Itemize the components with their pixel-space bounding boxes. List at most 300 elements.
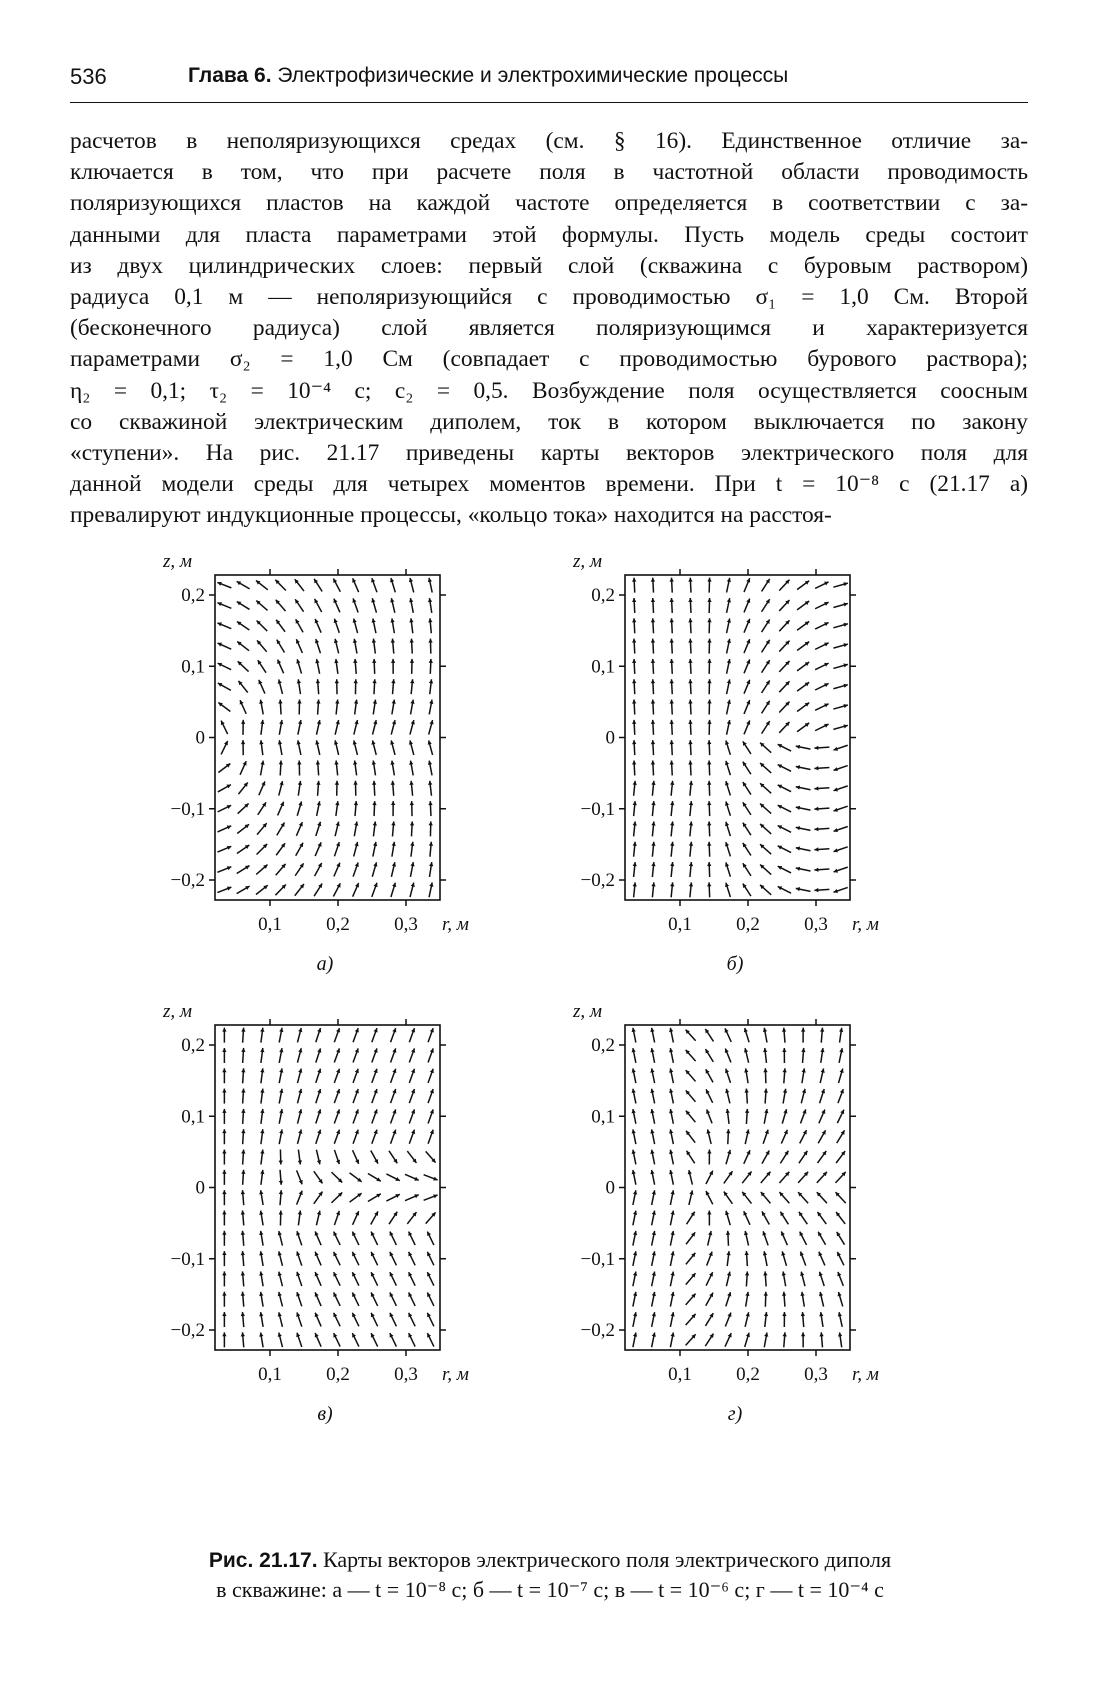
vector-map-svg <box>560 551 940 1025</box>
field-vector <box>221 721 228 735</box>
field-vector <box>315 863 322 876</box>
field-vector <box>707 639 711 654</box>
field-vector <box>651 578 655 593</box>
field-vector <box>334 1048 340 1062</box>
field-vector <box>409 1069 415 1083</box>
field-vector <box>670 740 674 755</box>
field-vector <box>743 782 751 795</box>
field-vector <box>295 863 303 875</box>
field-vector <box>764 1312 768 1327</box>
field-vector <box>670 781 674 796</box>
field-vector <box>651 760 655 775</box>
field-vector <box>315 1272 321 1286</box>
field-vector <box>726 1109 730 1124</box>
field-vector <box>725 1049 731 1063</box>
r-tick-label: 0,3 <box>804 914 828 935</box>
field-vector <box>814 807 829 811</box>
field-vector <box>632 1170 636 1185</box>
field-vector <box>372 1069 378 1083</box>
r-tick-label: 0,1 <box>668 914 692 935</box>
field-vector <box>799 1151 807 1163</box>
field-vector <box>836 1192 846 1203</box>
field-vector <box>238 782 247 794</box>
field-vector <box>670 659 674 674</box>
field-vector <box>428 598 432 613</box>
field-vector <box>743 843 751 856</box>
field-vector <box>278 1272 283 1287</box>
z-tick-label: 0,1 <box>591 1106 615 1128</box>
text-line: со скважиной электрическим диполем, ток в котором выключается по закону <box>70 408 1028 435</box>
field-vector <box>314 1171 323 1183</box>
field-vector <box>390 740 395 755</box>
field-vector <box>410 639 414 654</box>
field-vector <box>707 760 711 775</box>
vector-map-svg <box>150 551 530 1025</box>
field-vector <box>814 786 829 790</box>
z-tick-label: 0 <box>195 1177 205 1199</box>
field-vector <box>833 643 847 648</box>
field-vector <box>815 643 828 650</box>
field-vector <box>238 803 249 813</box>
field-vector <box>650 1028 654 1043</box>
field-vector <box>707 801 711 816</box>
field-vector <box>371 1211 378 1224</box>
chapter-title: Электрофизические и электрохимические процессы <box>277 64 789 87</box>
z-tick-label: 0,1 <box>591 656 615 678</box>
field-vector <box>259 1211 263 1226</box>
field-vector <box>779 702 789 713</box>
field-vector <box>217 582 231 588</box>
field-vector <box>686 1111 696 1123</box>
field-vector <box>762 619 770 632</box>
field-vector <box>372 801 376 816</box>
vector-map-panel-a <box>150 551 530 1025</box>
field-vector <box>429 862 433 877</box>
field-vector <box>814 868 829 872</box>
field-vector <box>259 740 263 755</box>
field-vector <box>315 599 322 612</box>
field-vector <box>334 1211 340 1225</box>
field-vector <box>276 600 286 611</box>
field-vector <box>260 1109 264 1124</box>
field-vector <box>633 882 637 897</box>
field-vector <box>296 822 302 836</box>
field-vector <box>279 1170 283 1185</box>
field-vector <box>218 643 232 649</box>
field-vector <box>796 765 811 769</box>
field-vector <box>218 703 230 712</box>
field-vector <box>762 701 770 714</box>
field-vector <box>334 1130 340 1144</box>
field-vector <box>814 746 829 750</box>
field-vector <box>298 1150 302 1165</box>
field-vector <box>217 602 231 608</box>
field-vector <box>797 682 809 691</box>
field-vector <box>410 821 414 836</box>
field-vector <box>760 763 771 773</box>
field-vector <box>633 1211 637 1226</box>
field-vector <box>670 639 674 654</box>
field-vector <box>352 1232 359 1246</box>
z-tick-label: 0 <box>195 727 205 749</box>
field-vector <box>221 741 228 755</box>
field-vector <box>633 1231 637 1246</box>
field-vector <box>651 781 655 796</box>
field-vector <box>763 1251 767 1266</box>
field-vector <box>260 1170 264 1185</box>
field-vector <box>762 1211 769 1224</box>
field-vector <box>799 1212 807 1224</box>
z-tick-label: 0,2 <box>181 1035 205 1056</box>
body-paragraph <box>70 126 1028 531</box>
panel-label: а) <box>316 953 334 975</box>
field-vector <box>428 1130 434 1144</box>
field-vector <box>353 1048 359 1062</box>
field-vector <box>297 1109 302 1124</box>
field-vector <box>797 723 809 732</box>
field-vector <box>743 863 751 876</box>
field-vector <box>779 600 789 611</box>
field-vector <box>407 1151 416 1163</box>
field-vector <box>296 1251 302 1265</box>
field-vector <box>353 1211 360 1225</box>
field-vector <box>353 862 359 876</box>
field-vector <box>237 602 250 610</box>
field-vector <box>762 721 770 734</box>
field-vector <box>222 1170 226 1185</box>
field-vector <box>707 659 711 674</box>
field-vector <box>833 663 847 668</box>
field-vector <box>762 599 770 612</box>
field-vector <box>801 1089 806 1104</box>
field-vector <box>744 578 750 592</box>
field-vector <box>392 700 396 715</box>
field-vector <box>797 581 809 590</box>
field-vector <box>651 842 655 857</box>
field-vector <box>241 1332 245 1347</box>
field-vector <box>372 1089 378 1103</box>
field-vector <box>762 1231 768 1245</box>
plot-frame <box>625 575 850 900</box>
field-vector <box>237 581 250 588</box>
field-vector <box>651 720 655 735</box>
field-vector <box>632 1089 636 1104</box>
field-vector <box>689 842 693 857</box>
field-vector <box>650 1170 654 1185</box>
field-vector <box>316 720 321 735</box>
field-vector <box>260 1028 264 1043</box>
field-vector <box>814 766 829 770</box>
field-vector <box>260 720 264 735</box>
field-vector <box>763 1130 769 1144</box>
field-vector <box>670 821 674 836</box>
field-vector <box>335 679 339 694</box>
field-vector <box>796 887 811 891</box>
field-vector <box>429 720 434 734</box>
field-vector <box>428 1089 434 1103</box>
field-vector <box>276 620 285 632</box>
field-vector <box>316 1211 321 1226</box>
text-line: расчетов в неполяризующихся средах (см. § 16). Единственное отличие за- <box>70 128 1028 154</box>
axis-z-label: z, м <box>163 551 193 572</box>
field-vector <box>275 580 286 591</box>
field-vector <box>371 1313 378 1327</box>
field-vector <box>652 1231 656 1246</box>
field-vector <box>689 801 693 816</box>
field-vector <box>760 865 771 875</box>
field-vector <box>839 1028 843 1043</box>
field-vector <box>317 801 321 816</box>
field-vector <box>802 1068 806 1083</box>
figure-caption <box>80 1545 1020 1604</box>
field-vector <box>259 1251 263 1266</box>
field-vector <box>405 1194 419 1200</box>
field-vector <box>297 1089 302 1104</box>
field-vector <box>354 801 358 816</box>
field-vector <box>686 1050 696 1061</box>
field-vector <box>815 602 828 609</box>
field-vector <box>279 1068 283 1083</box>
field-vector <box>391 659 395 674</box>
field-vector <box>778 825 791 832</box>
field-vector <box>744 659 750 673</box>
field-vector <box>333 883 340 896</box>
field-vector <box>353 619 358 633</box>
field-vector <box>240 761 246 775</box>
field-vector <box>670 720 674 735</box>
field-vector <box>256 865 267 875</box>
field-vector <box>763 1271 767 1286</box>
field-vector <box>240 700 246 714</box>
z-tick-label: −0,1 <box>580 1248 615 1270</box>
field-vector <box>407 1212 416 1224</box>
field-vector <box>218 785 231 792</box>
field-vector <box>651 882 655 897</box>
field-vector <box>689 862 693 877</box>
field-vector <box>745 1271 749 1286</box>
field-vector <box>296 619 303 632</box>
field-vector <box>633 842 637 857</box>
field-vector <box>279 1048 283 1063</box>
field-vector <box>238 681 247 693</box>
field-vector <box>315 659 319 674</box>
field-vector <box>391 781 395 796</box>
field-vector <box>707 781 711 796</box>
field-vector <box>705 1049 713 1062</box>
field-vector <box>834 867 848 873</box>
field-vector <box>259 1272 263 1287</box>
field-vector <box>295 884 304 896</box>
field-vector <box>279 1028 283 1043</box>
field-vector <box>833 602 847 607</box>
field-vector <box>651 659 655 674</box>
field-vector <box>837 1130 845 1143</box>
field-vector <box>650 1150 654 1165</box>
field-vector <box>817 1151 826 1163</box>
field-vector <box>390 1252 397 1266</box>
field-vector <box>222 1048 226 1063</box>
field-vector <box>279 1109 283 1124</box>
field-vector <box>297 700 301 715</box>
field-vector <box>798 1192 808 1203</box>
field-vector <box>390 1333 397 1347</box>
field-vector <box>670 1251 674 1266</box>
field-vector <box>651 801 655 816</box>
field-vector <box>670 1272 674 1287</box>
field-vector <box>632 1048 636 1063</box>
field-vector <box>278 700 282 715</box>
field-vector <box>778 744 791 751</box>
field-vector <box>410 801 414 816</box>
field-vector <box>222 1292 226 1307</box>
axis-z-label: z, м <box>573 551 603 572</box>
field-vector <box>764 1332 768 1347</box>
field-vector <box>762 640 770 653</box>
field-vector <box>390 598 395 613</box>
panel-label: б) <box>726 953 744 975</box>
field-vector <box>833 582 847 587</box>
field-vector <box>688 679 692 694</box>
field-vector <box>651 821 655 836</box>
figure-21-17 <box>0 551 1097 1545</box>
field-vector <box>760 804 771 814</box>
field-vector <box>217 846 231 852</box>
plot-frame <box>215 575 440 900</box>
field-vector <box>743 1211 750 1225</box>
field-vector <box>297 1069 302 1084</box>
field-vector <box>297 801 302 815</box>
field-vector <box>333 1232 340 1246</box>
field-vector <box>260 1068 264 1083</box>
field-vector <box>217 866 231 872</box>
field-vector <box>259 1231 263 1246</box>
field-vector <box>725 822 730 836</box>
field-vector <box>778 846 791 853</box>
field-vector <box>278 1292 283 1307</box>
vector-map-svg <box>150 1001 530 1475</box>
field-vector <box>371 1272 378 1286</box>
field-vector <box>744 1048 749 1063</box>
field-vector <box>669 1048 673 1063</box>
field-vector <box>297 760 301 775</box>
field-vector <box>334 659 338 674</box>
field-vector <box>650 1048 654 1063</box>
field-vector <box>409 1089 415 1103</box>
field-vector <box>836 1172 846 1183</box>
field-vector <box>334 842 340 856</box>
field-vector <box>686 1314 696 1325</box>
z-tick-label: −0,1 <box>580 798 615 820</box>
field-vector <box>410 842 414 857</box>
field-vector <box>258 802 266 815</box>
field-vector <box>296 1333 302 1347</box>
field-vector <box>314 579 322 592</box>
field-vector <box>760 885 771 895</box>
field-vector <box>670 760 674 775</box>
field-vector <box>689 882 693 897</box>
field-vector <box>390 578 395 592</box>
field-vector <box>833 724 847 729</box>
field-vector <box>372 618 376 633</box>
field-vector <box>743 762 751 775</box>
field-vector <box>241 1170 245 1185</box>
field-vector <box>333 1313 340 1327</box>
field-vector <box>778 805 791 812</box>
field-vector <box>687 1151 695 1164</box>
field-vector <box>670 700 674 715</box>
field-vector <box>296 1231 302 1245</box>
field-vector <box>335 822 340 837</box>
field-vector <box>725 1028 732 1042</box>
field-vector <box>334 761 338 776</box>
field-vector <box>632 618 636 633</box>
field-vector <box>314 1192 323 1204</box>
field-vector <box>334 1028 340 1042</box>
field-vector <box>726 1150 731 1164</box>
z-tick-label: 0,2 <box>591 1035 615 1056</box>
field-vector <box>781 1251 786 1265</box>
field-vector <box>686 1131 695 1143</box>
field-vector <box>633 1190 637 1205</box>
field-vector <box>334 1150 340 1164</box>
field-vector <box>745 1251 749 1266</box>
field-vector <box>686 1294 696 1305</box>
field-vector <box>316 1028 322 1042</box>
field-vector <box>707 821 711 836</box>
field-vector <box>316 781 320 796</box>
field-vector <box>814 888 829 892</box>
field-vector <box>745 1333 750 1347</box>
field-vector <box>764 1089 768 1104</box>
field-vector <box>316 1089 322 1103</box>
field-vector <box>632 598 636 613</box>
field-vector <box>333 1252 340 1266</box>
field-vector <box>428 781 432 796</box>
field-vector <box>241 1231 245 1246</box>
field-vector <box>815 622 828 629</box>
field-vector <box>650 1129 654 1144</box>
field-vector <box>354 679 358 694</box>
field-vector <box>277 660 283 674</box>
field-vector <box>353 659 357 674</box>
field-vector <box>744 639 750 653</box>
field-vector <box>632 1068 636 1083</box>
field-vector <box>817 1172 827 1183</box>
field-vector <box>315 1252 321 1266</box>
field-vector <box>241 1190 245 1205</box>
field-vector <box>371 1252 378 1266</box>
field-vector <box>724 1192 733 1204</box>
field-vector <box>726 1292 732 1306</box>
field-vector <box>744 700 750 714</box>
field-vector <box>222 1150 226 1165</box>
field-vector <box>334 863 340 877</box>
field-vector <box>428 578 432 593</box>
field-vector <box>353 740 358 755</box>
field-vector <box>763 1048 767 1063</box>
field-vector <box>257 823 267 834</box>
field-vector <box>278 1333 283 1348</box>
field-vector <box>371 598 376 612</box>
field-vector <box>259 1332 263 1347</box>
field-vector <box>372 639 376 654</box>
field-vector <box>761 1192 771 1203</box>
field-vector <box>652 1312 656 1327</box>
field-vector <box>409 578 414 593</box>
field-vector <box>372 883 378 897</box>
field-vector <box>222 1210 226 1225</box>
field-vector <box>237 622 249 630</box>
